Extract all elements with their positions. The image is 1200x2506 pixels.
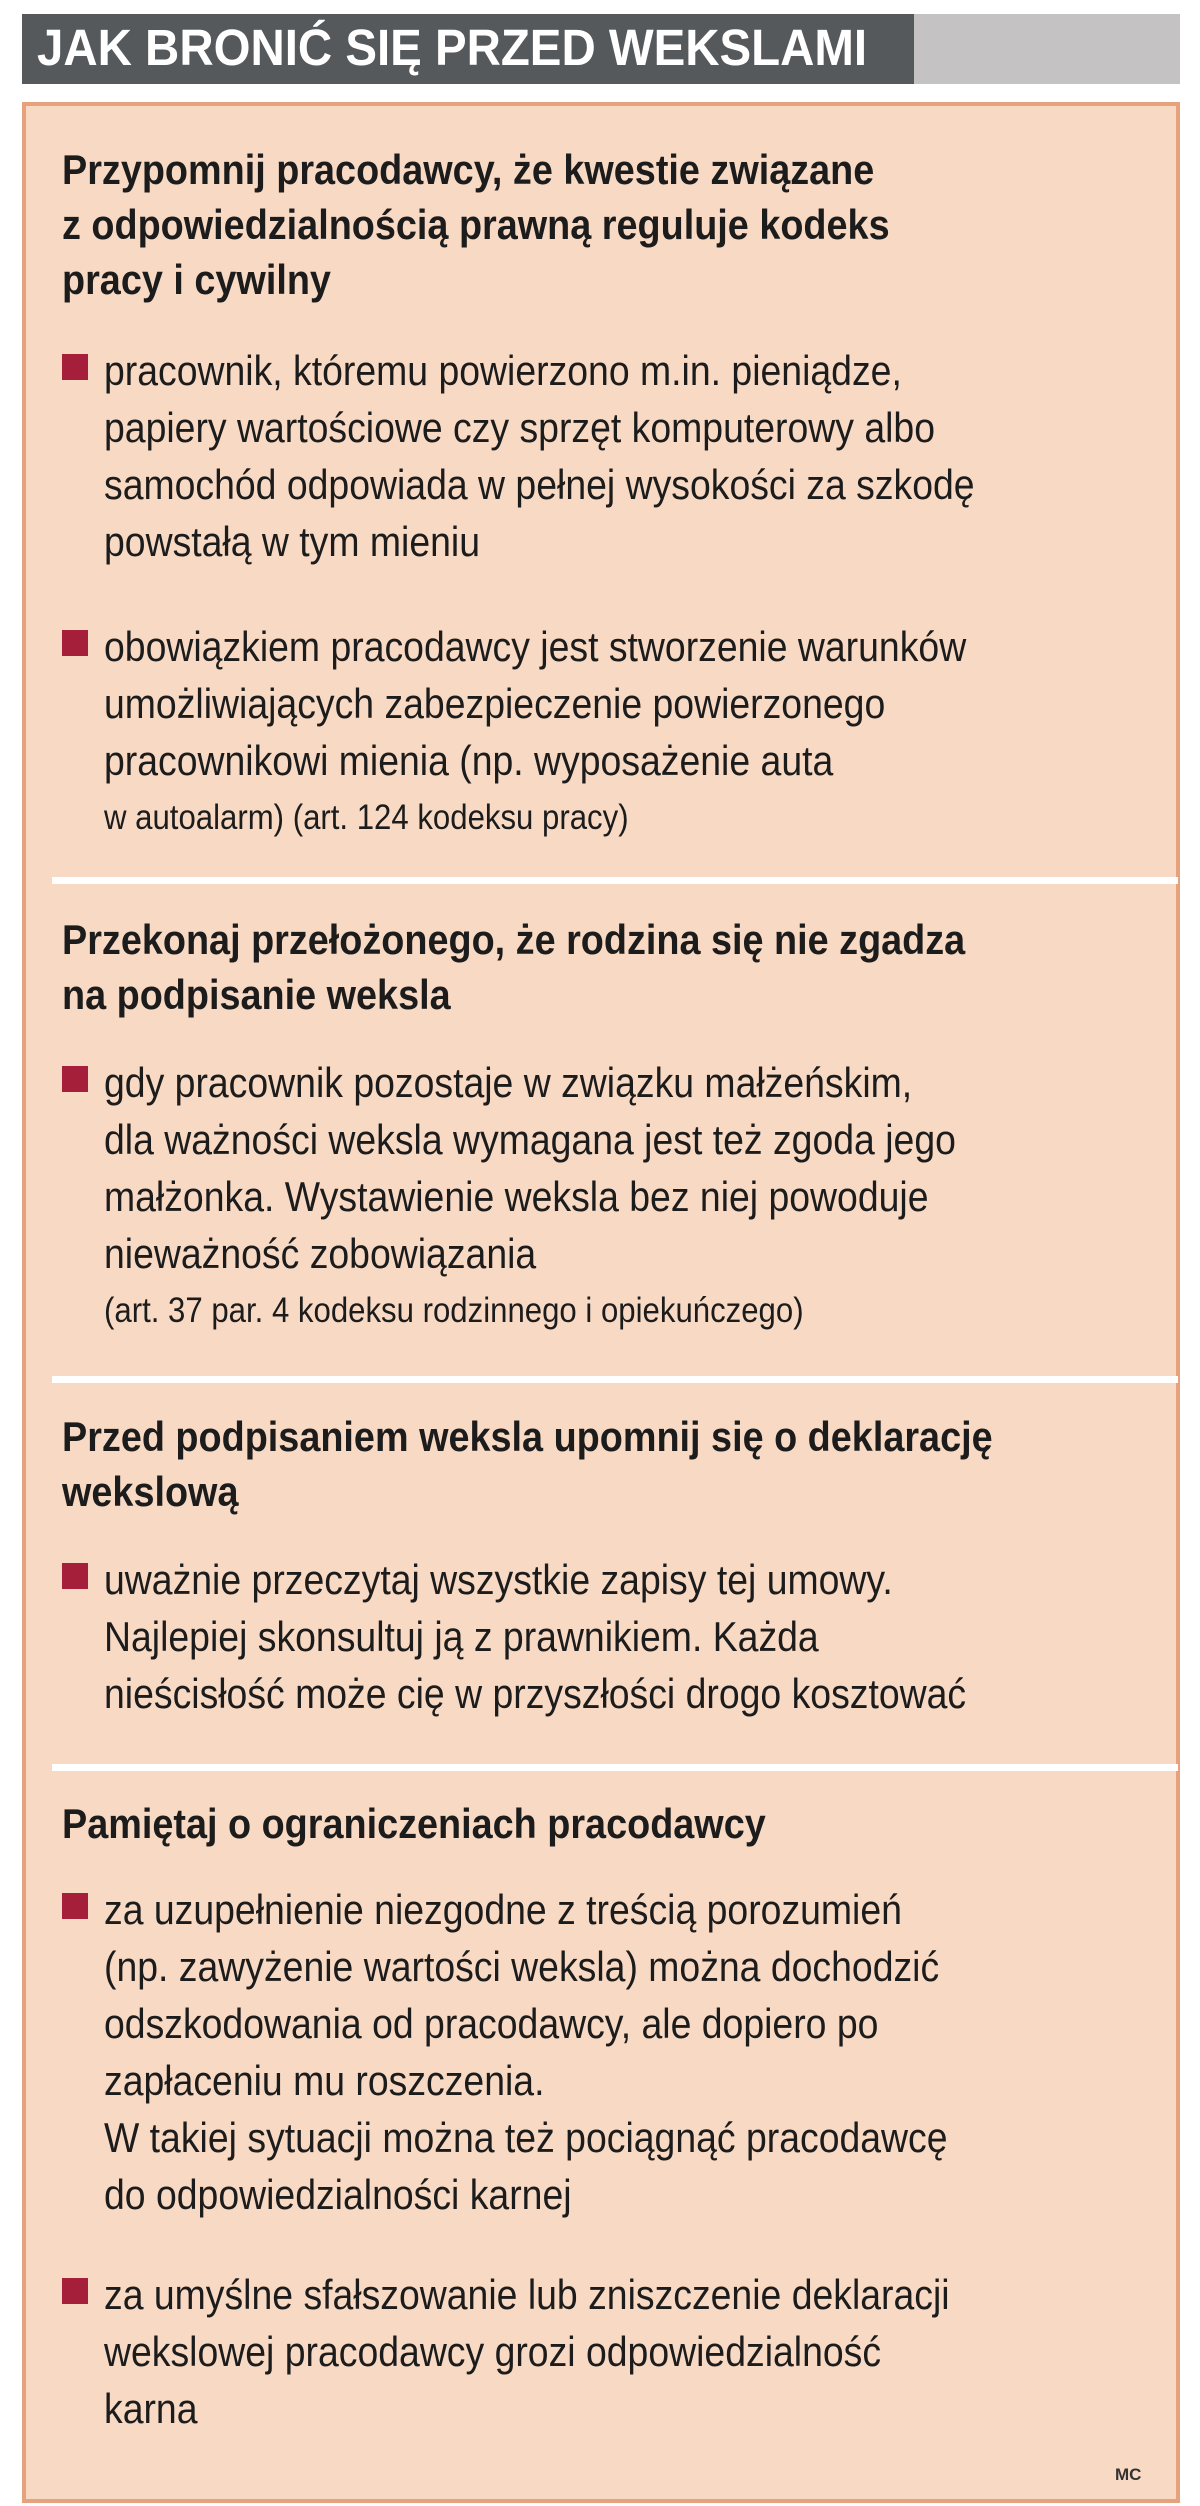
heading-line: Przed podpisaniem weksla upomnij się o deklarację bbox=[62, 1413, 993, 1460]
list-item-line: w autoalarm) (art. 124 kodeksu pracy) bbox=[104, 798, 629, 837]
list-item-line: pracownikowi mienia (np. wyposażenie auta bbox=[104, 737, 834, 784]
list-item-line: obowiązkiem pracodawcy jest stworzenie warunków bbox=[104, 623, 967, 670]
list-item-line: nieważność zobowiązania bbox=[104, 1230, 537, 1277]
list-item-line: zapłaceniu mu roszczenia. bbox=[104, 2057, 545, 2104]
section-divider bbox=[52, 1376, 1178, 1383]
list-item-text bbox=[104, 618, 966, 846]
list-item-text bbox=[104, 342, 975, 570]
bullet-square-icon bbox=[62, 1563, 88, 1589]
list-item-text bbox=[104, 1054, 956, 1339]
heading-line: pracy i cywilny bbox=[62, 256, 331, 303]
section-divider bbox=[52, 1764, 1178, 1771]
heading-line: wekslową bbox=[62, 1468, 239, 1515]
bullet-square-icon bbox=[62, 2278, 88, 2304]
title-bar-accent bbox=[914, 14, 1180, 84]
list-item-line: karna bbox=[104, 2385, 198, 2432]
heading-line: Przekonaj przełożonego, że rodzina się nie zgadza bbox=[62, 916, 966, 963]
section-divider bbox=[52, 877, 1178, 884]
section-heading bbox=[62, 1409, 993, 1519]
bullet-square-icon bbox=[62, 630, 88, 656]
list-item-line: W takiej sytuacji można też pociągnąć pracodawcę bbox=[104, 2114, 948, 2161]
list-item-line: nieścisłość może cię w przyszłości drogo kosztować bbox=[104, 1670, 967, 1717]
bullet-square-icon bbox=[62, 1893, 88, 1919]
list-item-line: wekslowej pracodawcy grozi odpowiedzialność bbox=[104, 2328, 882, 2375]
list-item-line: odszkodowania od pracodawcy, ale dopiero po bbox=[104, 2000, 879, 2047]
list-item-line: papiery wartościowe czy sprzęt komputerowy albo bbox=[104, 404, 936, 451]
bullet-square-icon bbox=[62, 1066, 88, 1092]
list-item-line: (np. zawyżenie wartości weksla) można dochodzić bbox=[104, 1943, 940, 1990]
list-item-text bbox=[104, 1881, 948, 2223]
heading-line: z odpowiedzialnością prawną reguluje kodeks bbox=[62, 201, 890, 248]
bullet-square-icon bbox=[62, 354, 88, 380]
section-heading bbox=[62, 1796, 766, 1851]
list-item-line: gdy pracownik pozostaje w związku małżeńskim, bbox=[104, 1059, 913, 1106]
author-credit: MC bbox=[1115, 2465, 1142, 2484]
list-item-line: (art. 37 par. 4 kodeksu rodzinnego i opiekuńczego) bbox=[104, 1291, 804, 1330]
list-item-text bbox=[104, 2266, 950, 2437]
heading-line: Pamiętaj o ograniczeniach pracodawcy bbox=[62, 1800, 766, 1847]
section-heading bbox=[62, 912, 965, 1022]
list-item-line: za umyślne sfałszowanie lub zniszczenie deklaracji bbox=[104, 2271, 950, 2318]
list-item-line: uważnie przeczytaj wszystkie zapisy tej umowy. bbox=[104, 1556, 893, 1603]
list-item-line: umożliwiających zabezpieczenie powierzonego bbox=[104, 680, 886, 727]
content-box bbox=[22, 102, 1180, 2503]
list-item-line: samochód odpowiada w pełnej wysokości za szkodę bbox=[104, 461, 975, 508]
page-title: JAK BRONIĆ SIĘ PRZED WEKSLAMI bbox=[37, 19, 868, 76]
list-item-line: dla ważności weksla wymagana jest też zgoda jego bbox=[104, 1116, 956, 1163]
list-item-line: małżonka. Wystawienie weksla bez niej powoduje bbox=[104, 1173, 929, 1220]
list-item-line: Najlepiej skonsultuj ją z prawnikiem. Każda bbox=[104, 1613, 819, 1660]
list-item-line: pracownik, któremu powierzono m.in. pieniądze, bbox=[104, 347, 902, 394]
list-item-line: powstałą w tym mieniu bbox=[104, 518, 481, 565]
title-bar bbox=[22, 14, 1180, 84]
list-item-line: do odpowiedzialności karnej bbox=[104, 2171, 572, 2218]
heading-line: na podpisanie weksla bbox=[62, 971, 451, 1018]
list-item-text bbox=[104, 1551, 966, 1722]
section-heading bbox=[62, 142, 890, 307]
heading-line: Przypomnij pracodawcy, że kwestie związane bbox=[62, 146, 875, 193]
list-item-line: za uzupełnienie niezgodne z treścią porozumień bbox=[104, 1886, 902, 1933]
